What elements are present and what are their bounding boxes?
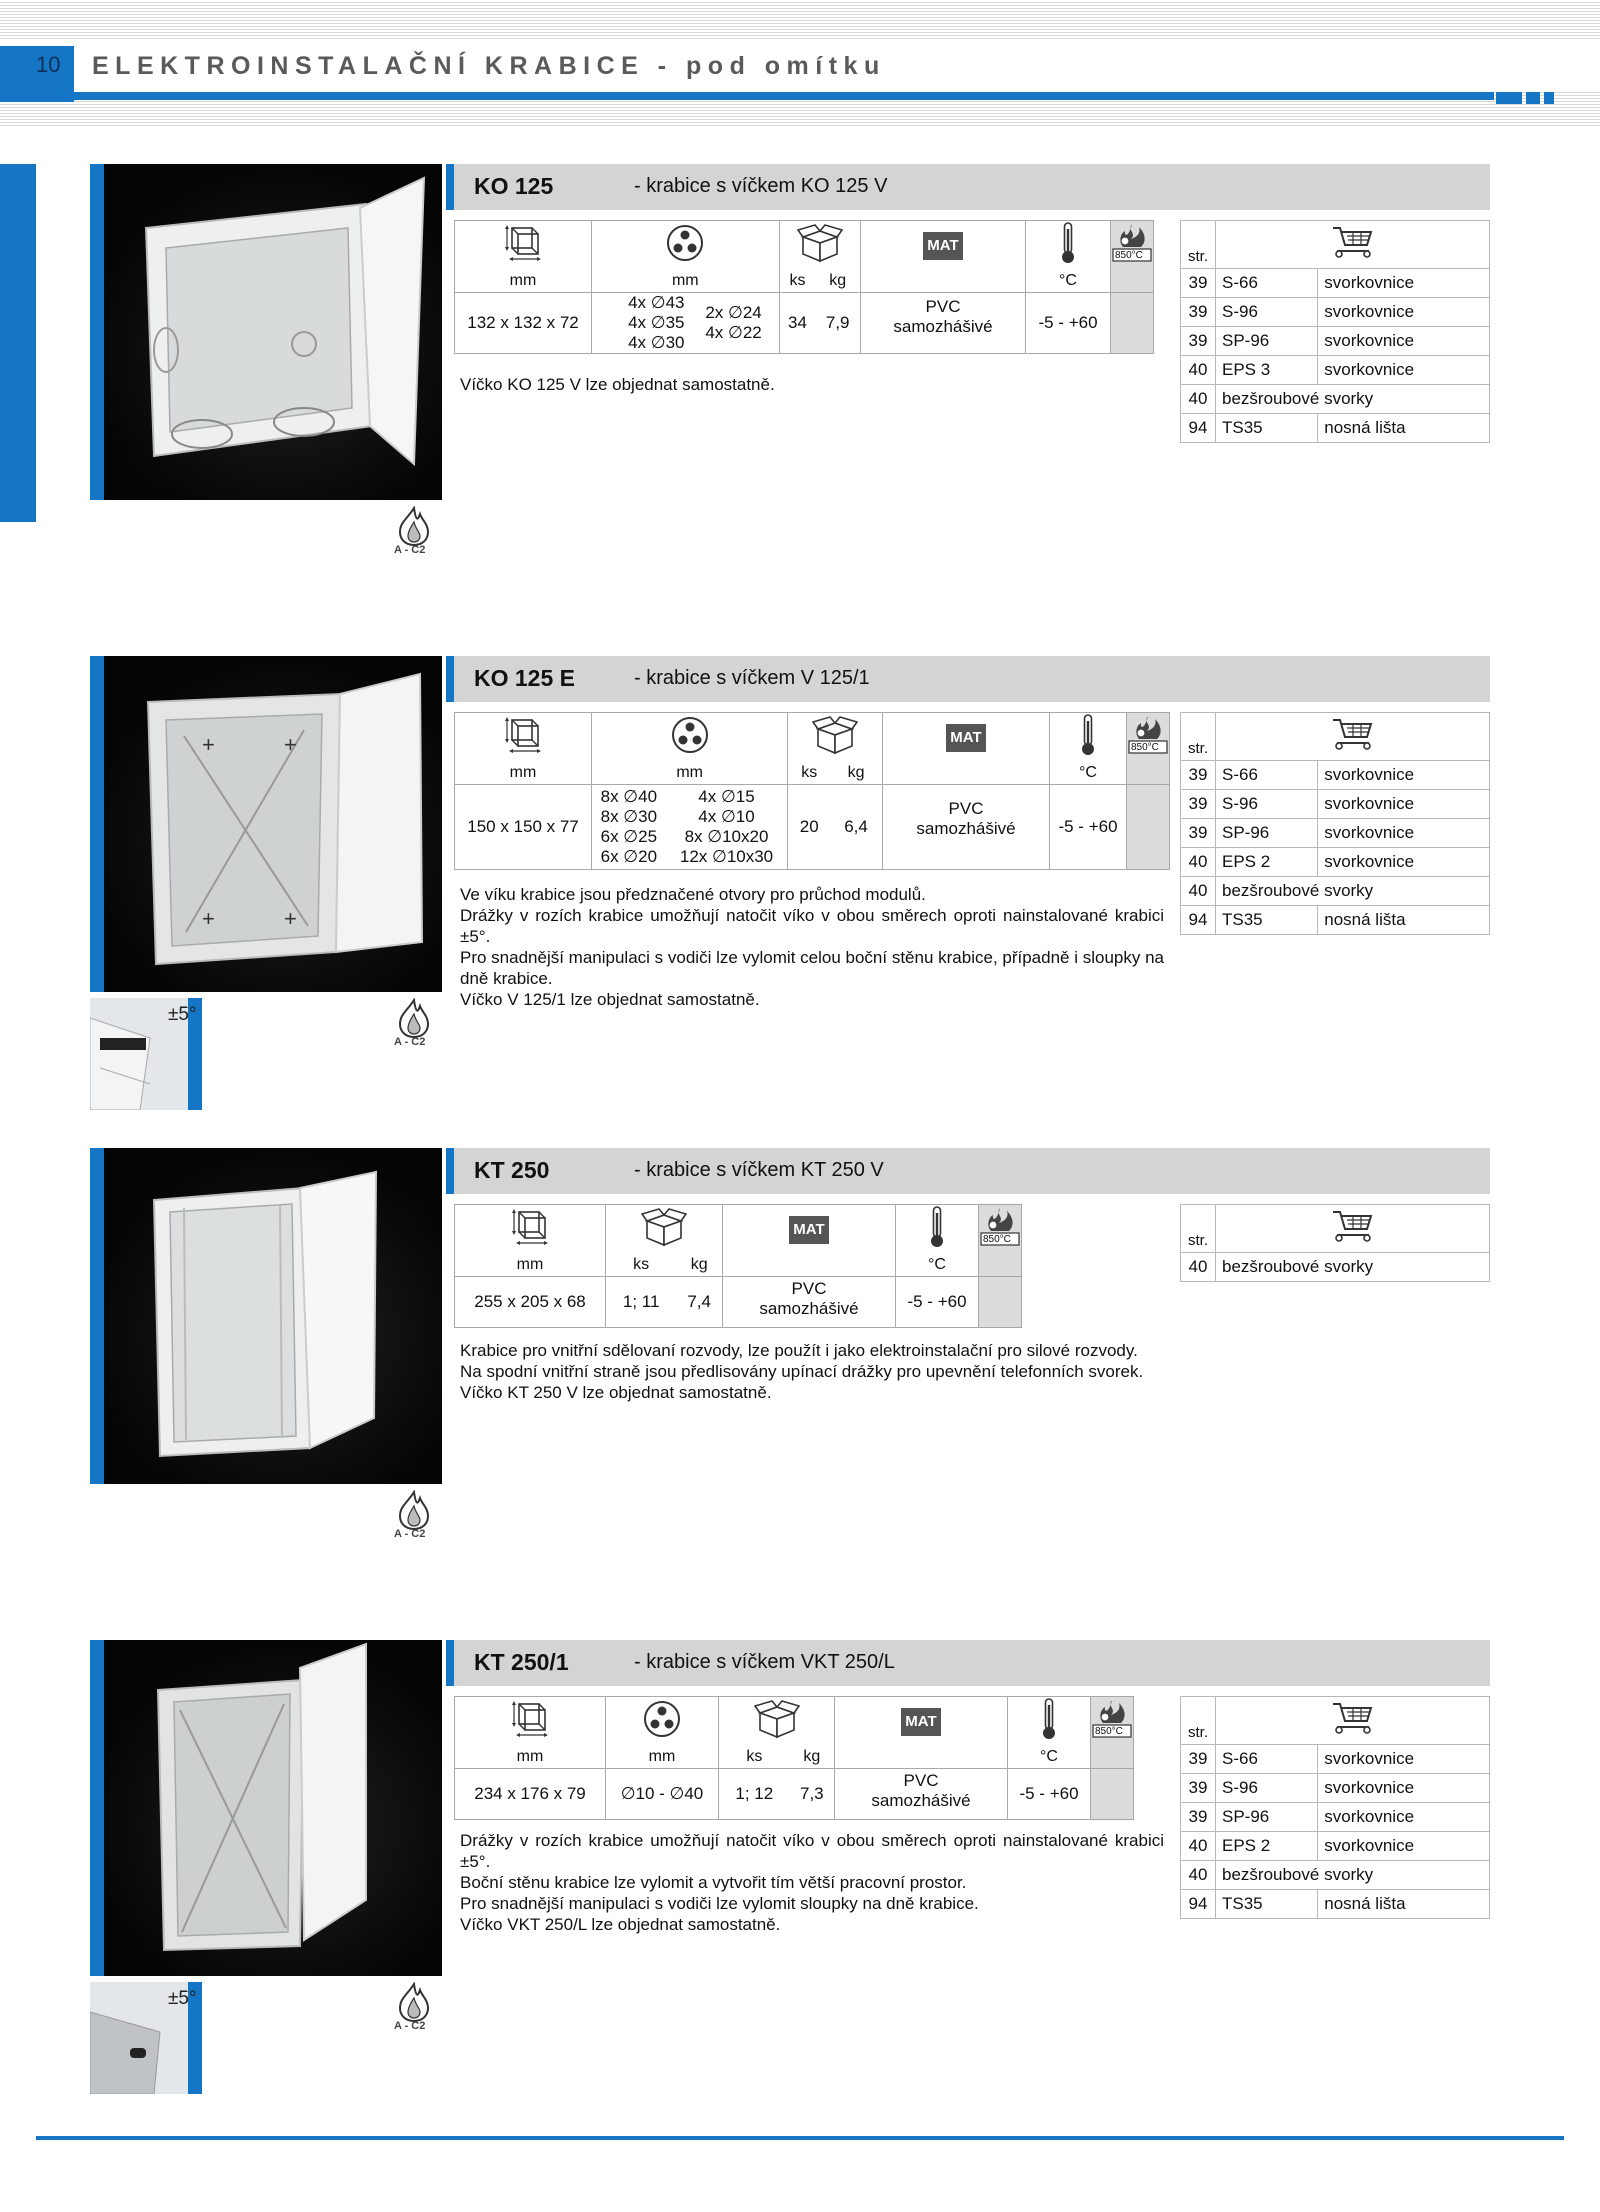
product-title-bar <box>446 656 1490 702</box>
box-photo-illustration <box>104 656 442 992</box>
product-description: - krabice s víčkem VKT 250/L <box>634 1651 895 1673</box>
rotation-detail-photo <box>90 998 202 1110</box>
material-icon: MAT <box>835 1697 1008 1747</box>
thermometer-icon <box>896 1205 979 1255</box>
product-notes: Drážky v rozích krabice umožňují natočit víko v obou směrech oproti nainstalované krabici ±5°. Boční stěnu krabice lze vylomit a vytvořit tím větší pracovní prostor. Pro snadnější manipulaci s vodiči lze vylomit sloupky na dně krabice. Víčko VKT 250/L lze objednat samostatně. <box>460 1831 1164 1934</box>
svg-text:+: + <box>284 906 297 931</box>
chapter-tab <box>0 164 36 522</box>
glow-wire-icon: 850°C <box>1111 221 1154 293</box>
accessory-table: str. 39 S-66 svorkovnice 39 S-96 svorkovnice 39 SP-96 svorkovnice 40 EPS 3 svorkovnice 40 bezšroubové svorky 94 TS35 nosná lišta <box>1180 220 1490 443</box>
accessory-row: 40 EPS 2 svorkovnice <box>1181 1832 1490 1861</box>
accessory-row: 40 bezšroubové svorky <box>1181 1861 1490 1890</box>
accessory-row: 94 TS35 nosná lišta <box>1181 906 1490 935</box>
product-title-bar <box>446 1640 1490 1686</box>
material-value: PVC samozhášivé <box>883 785 1050 870</box>
temperature-value: -5 - +60 <box>1008 1769 1091 1820</box>
material-icon: MAT <box>723 1205 896 1255</box>
dimensions-value: 234 x 176 x 79 <box>455 1769 606 1820</box>
pieces-value: 1; 12 <box>719 1769 790 1820</box>
material-value: PVC samozhášivé <box>861 293 1026 354</box>
product-code: KO 125 <box>474 173 554 199</box>
accessory-row: 39 S-66 svorkovnice <box>1181 269 1490 298</box>
material-value: PVC samozhášivé <box>835 1769 1008 1820</box>
page-title: ELEKTROINSTALAČNÍ KRABICE - pod omítku <box>92 52 886 80</box>
accessory-row: 39 SP-96 svorkovnice <box>1181 327 1490 356</box>
footer-rule <box>36 2136 1564 2140</box>
weight-value: 7,4 <box>676 1277 722 1328</box>
accessory-row: 39 SP-96 svorkovnice <box>1181 1803 1490 1832</box>
svg-text:+: + <box>284 732 297 757</box>
thermometer-icon <box>1026 221 1111 271</box>
temperature-value: -5 - +60 <box>1026 293 1111 354</box>
dimensions-icon <box>455 713 592 763</box>
accessory-row: 40 EPS 2 svorkovnice <box>1181 848 1490 877</box>
product-notes: Víčko KO 125 V lze objednat samostatně. <box>460 375 775 394</box>
accessory-row: 40 bezšroubové svorky <box>1181 1253 1490 1282</box>
dimensions-value: 150 x 150 x 77 <box>455 785 592 870</box>
header-square <box>1496 92 1522 104</box>
product-photo-kt250 <box>90 1148 442 1484</box>
holes-icon <box>592 713 788 763</box>
pieces-value: 34 <box>779 293 815 354</box>
box-photo-illustration <box>104 1640 442 1976</box>
accessory-table: str. 39 S-66 svorkovnice 39 S-96 svorkovnice 39 SP-96 svorkovnice 40 EPS 2 svorkovnice 40 bezšroubové svorky 94 TS35 nosná lišta <box>1180 712 1490 935</box>
product-description: - krabice s víčkem V 125/1 <box>634 667 870 689</box>
spec-table: MAT 850°C mm mm ks kg °C 150 x 150 x 77 8x ∅40 8x ∅30 6x ∅25 6x ∅20 4x ∅15 4x ∅10 8x ∅10x20 12x ∅10x30 20 6,4 PVC samozhášivé -5 - +60 <box>454 712 1170 870</box>
spec-table: MAT 850°C mm ks kg °C 255 x 205 x 68 1; 11 7,4 PVC samozhášivé -5 - +60 <box>454 1204 1022 1328</box>
cart-icon <box>1216 713 1490 761</box>
holes-value: ∅10 - ∅40 <box>606 1769 719 1820</box>
accessory-row: 94 TS35 nosná lišta <box>1181 1890 1490 1919</box>
holes-icon <box>606 1697 719 1747</box>
dimensions-icon <box>455 1697 606 1747</box>
product-code: KO 125 E <box>474 665 575 691</box>
accessory-row: 39 S-96 svorkovnice <box>1181 1774 1490 1803</box>
glow-wire-icon: 850°C <box>979 1205 1022 1277</box>
holes-icon <box>592 221 780 271</box>
header-rule <box>74 92 1494 100</box>
package-icon <box>788 713 883 763</box>
product-description: - krabice s víčkem KO 125 V <box>634 175 888 197</box>
accessory-row: 40 bezšroubové svorky <box>1181 877 1490 906</box>
product-photo-ko125 <box>90 164 442 500</box>
product-photo-ko125e <box>90 656 442 992</box>
svg-text:+: + <box>202 732 215 757</box>
product-code: KT 250 <box>474 1157 550 1183</box>
product-photo-kt2501 <box>90 1640 442 1976</box>
fire-class-icon: A - C2 <box>396 998 432 1050</box>
dimensions-value: 132 x 132 x 72 <box>455 293 592 354</box>
rotation-detail-photo <box>90 1982 202 2094</box>
fire-class-icon: A - C2 <box>396 1490 432 1542</box>
header-square <box>1544 92 1554 104</box>
holes-large: 4x ∅43 4x ∅35 4x ∅30 <box>592 293 689 354</box>
glow-wire-icon: 850°C <box>1127 713 1170 785</box>
accessory-row: 40 bezšroubové svorky <box>1181 385 1490 414</box>
thermometer-icon <box>1008 1697 1091 1747</box>
header-square <box>1526 92 1540 104</box>
product-notes: Krabice pro vnitřní sdělovaní rozvody, lze použít i jako elektroinstalační pro silové rozvody. Na spodní vnitřní straně jsou předlisovány upínací drážky pro upevnění telefonních svorek. Víčko KT 250 V lze objednat samostatně. <box>460 1341 1144 1402</box>
accessory-row: 39 S-96 svorkovnice <box>1181 790 1490 819</box>
product-code: KT 250/1 <box>474 1649 569 1675</box>
product-title-bar <box>446 164 1490 210</box>
product-notes: Ve víku krabice jsou předznačené otvory pro průchod modulů. Drážky v rozích krabice umožňují natočit víko v obou směrech oproti nainstalované krabici ±5°. Pro snadnější manipulaci s vodiči lze vylomit celou boční stěnu krabice, případně i sloupky na dně krabice. Víčko V 125/1 lze objednat samostatně. <box>460 885 1164 1009</box>
rotation-label: ±5° <box>168 1988 197 2009</box>
spec-table: MAT 850°C mm mm ks kg °C 234 x 176 x 79 ∅10 - ∅40 1; 12 7,3 PVC samozhášivé -5 - +60 <box>454 1696 1134 1820</box>
accessory-row: 40 EPS 3 svorkovnice <box>1181 356 1490 385</box>
pieces-value: 20 <box>788 785 830 870</box>
cart-icon <box>1216 1697 1490 1745</box>
weight-value: 7,3 <box>790 1769 835 1820</box>
product-description: - krabice s víčkem KT 250 V <box>634 1159 884 1181</box>
page-number: 10 <box>36 52 61 77</box>
box-photo-illustration <box>104 1148 442 1484</box>
accessory-row: 39 SP-96 svorkovnice <box>1181 819 1490 848</box>
material-value: PVC samozhášivé <box>723 1277 896 1328</box>
cart-icon <box>1216 221 1490 269</box>
cart-icon <box>1216 1205 1490 1253</box>
weight-value: 6,4 <box>830 785 882 870</box>
dimensions-value: 255 x 205 x 68 <box>455 1277 606 1328</box>
rotation-label: ±5° <box>168 1004 197 1025</box>
accessory-row: 39 S-66 svorkovnice <box>1181 761 1490 790</box>
fire-class-icon: A - C2 <box>396 1982 432 2034</box>
svg-text:+: + <box>202 906 215 931</box>
thermometer-icon <box>1050 713 1127 763</box>
accessory-table: str. 40 bezšroubové svorky <box>1180 1204 1490 1282</box>
temperature-value: -5 - +60 <box>1050 785 1127 870</box>
accessory-row: 39 S-96 svorkovnice <box>1181 298 1490 327</box>
accessory-row: 39 S-66 svorkovnice <box>1181 1745 1490 1774</box>
temperature-value: -5 - +60 <box>896 1277 979 1328</box>
spec-table: MAT 850°C mm mm ks kg °C 132 x 132 x 72 4x ∅43 4x ∅35 4x ∅30 2x ∅24 4x ∅22 34 7,9 PVC samozhášivé -5 - +60 <box>454 220 1154 354</box>
accessory-table: str. 39 S-66 svorkovnice 39 S-96 svorkovnice 39 SP-96 svorkovnice 40 EPS 2 svorkovnice 40 bezšroubové svorky 94 TS35 nosná lišta <box>1180 1696 1490 1919</box>
dimensions-icon <box>455 1205 606 1255</box>
pieces-value: 1; 11 <box>606 1277 677 1328</box>
product-title-bar <box>446 1148 1490 1194</box>
box-photo-illustration <box>104 164 442 500</box>
holes-small: 2x ∅24 4x ∅22 <box>689 293 780 354</box>
fire-class-icon: A - C2 <box>396 506 432 558</box>
package-icon <box>719 1697 835 1747</box>
package-icon <box>606 1205 723 1255</box>
holes-large: 8x ∅40 8x ∅30 6x ∅25 6x ∅20 <box>592 785 666 870</box>
package-icon <box>779 221 860 271</box>
material-icon: MAT <box>861 221 1026 271</box>
accessory-row: 94 TS35 nosná lišta <box>1181 414 1490 443</box>
dimensions-icon <box>455 221 592 271</box>
glow-wire-icon: 850°C <box>1091 1697 1134 1769</box>
weight-value: 7,9 <box>815 293 860 354</box>
material-icon: MAT <box>883 713 1050 763</box>
holes-small: 4x ∅15 4x ∅10 8x ∅10x20 12x ∅10x30 <box>666 785 788 870</box>
